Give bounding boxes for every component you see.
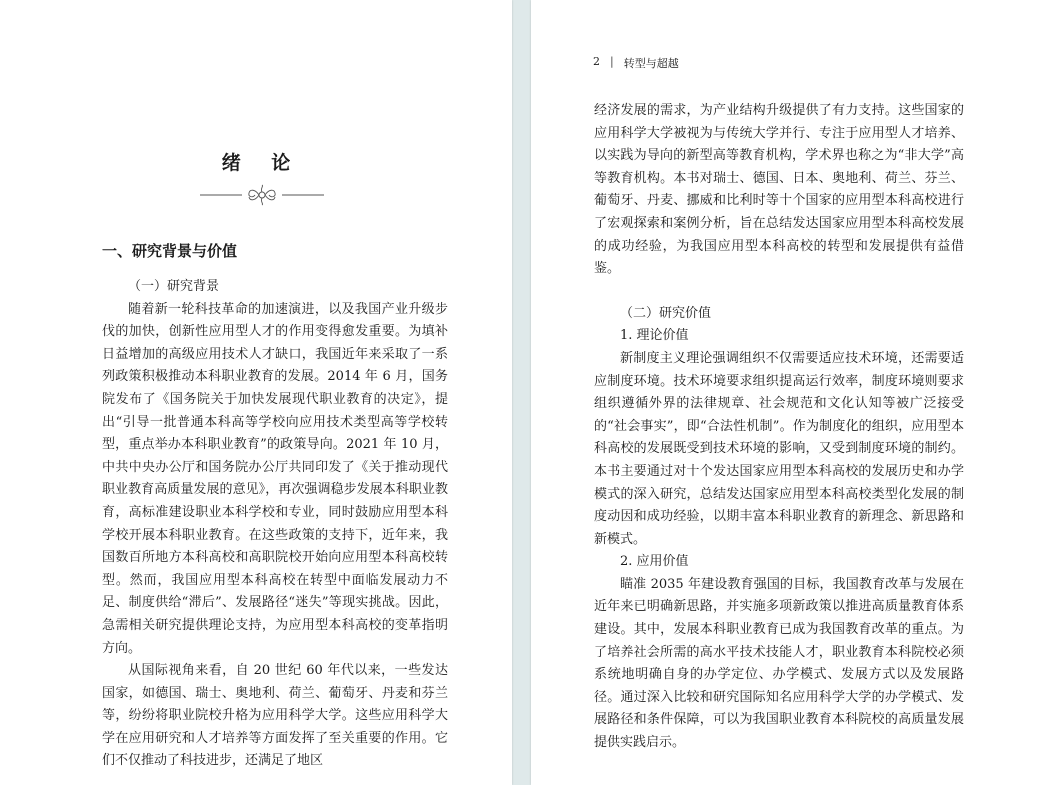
right-page-body — [594, 100, 964, 755]
subsection-heading: （一）研究背景 — [128, 279, 220, 294]
chapter-title: 绪 论 — [221, 152, 303, 174]
header-separator: | — [610, 55, 614, 68]
page-number: 2 — [593, 55, 600, 68]
body-paragraph: 从国际视角来看，自 20 世纪 60 年代以来，一些发达国家，如德国、瑞士、奥地利、荷兰、葡萄牙、丹麦和芬兰等，纷纷将职业院校升格为应用科学大学。这些应用科学大学在应用研究和人才培养等方面发挥了至关重要的作用。它们不仅推动了科技进步，还满足了地区 — [102, 663, 448, 769]
running-book-title: 转型与超越 — [623, 57, 679, 70]
item-heading: 1. 理论价值 — [620, 328, 689, 344]
body-paragraph: 瞄准 2035 年建设教育强国的目标，我国教育改革与发展在近年来已明确新思路，并实施多项新政策以推进高质量教育体系建设。其中，发展本科职业教育已成为我国教育改革的重点。为了培养社会所需的高水平技术技能人才，职业教育本科院校必须系统地明确自身的办学定位、办学模式、发展方式以及发展路径。通过深入比较和研究国际知名应用科学大学的办学模式、发展路径和条件保障，可以为我国职业教育本科院校的高质量发展提供实践启示。 — [594, 576, 964, 751]
body-paragraph: 随着新一轮科技革命的加速演进，以及我国产业升级步伐的加快，创新性应用型人才的作用变得愈发重要。为填补日益增加的高级应用技术人才缺口，我国近年来采取了一系列政策积极推动本科职业教育的发展。2014 年 6 月，国务院发布了《国务院关于加快发展现代职业教育的决定》，提出“引导一批普通本科高等学校向应用技术类型高等学校转型，重点举办本科职业教育”的政策导向。2021 年 10 月，中共中央办公厅和国务院办公厅共同印发了《关于推动现代职业教育高质量发展的意见》，再次强调稳步发展本科职业教育，高标准建设职业本科学校和专业，同时鼓励应用型本科学校开展本科职业教育。在这些政策的支持下，近年来，我国数百所地方本科高校和高职院校开始向应用型本科高校转型。然而，我国应用型本科高校在转型中面临发展动力不足、制度供给“滞后”、发展路径“迷失”等现实挑战。因此，急需相关研究提供理论支持，为应用型本科高校的变革指明方向。 — [102, 301, 448, 656]
subsection-heading: （二）研究价值 — [620, 305, 712, 321]
ornament-divider-icon — [200, 184, 324, 206]
body-paragraph: 新制度主义理论强调组织不仅需要适应技术环境，还需要适应制度环境。技术环境要求组织提高运行效率，制度环境则要求组织遵循外界的法律规章、社会规范和文化认知等被广泛接受的“社会事实”，即“合法性机制”。作为制度化的组织，应用型本科高校的发展既受到技术环境的影响，又受到制度环境的制约。本书主要通过对十个发达国家应用型本科高校的发展历史和办学模式的深入研究，总结发达国家应用型本科高校类型化发展的制度动因和成功经验，以期丰富本科职业教育的新理念、新思路和新模式。 — [594, 350, 964, 547]
left-page — [0, 0, 512, 785]
paragraph-gap — [594, 281, 964, 303]
body-paragraph: 经济发展的需求，为产业结构升级提供了有力支持。这些国家的应用科学大学被视为与传统大学并行、专注于应用型人才培养、以实践为导向的新型高等教育机构，学术界也称之为“非大学”高等教育机构。本书对瑞士、德国、日本、奥地利、荷兰、芬兰、葡萄牙、丹麦、挪威和比利时等十个国家的应用型本科高校进行了宏观探索和案例分析，旨在总结发达国家应用型本科高校发展的成功经验，为我国应用型本科高校的转型和发展提供有益借鉴。 — [594, 103, 964, 277]
running-header — [593, 55, 679, 71]
left-page-body — [102, 276, 448, 773]
section-heading: 一、研究背景与价值 — [102, 242, 238, 260]
right-page — [531, 0, 1043, 785]
item-heading: 2. 应用价值 — [620, 554, 689, 570]
